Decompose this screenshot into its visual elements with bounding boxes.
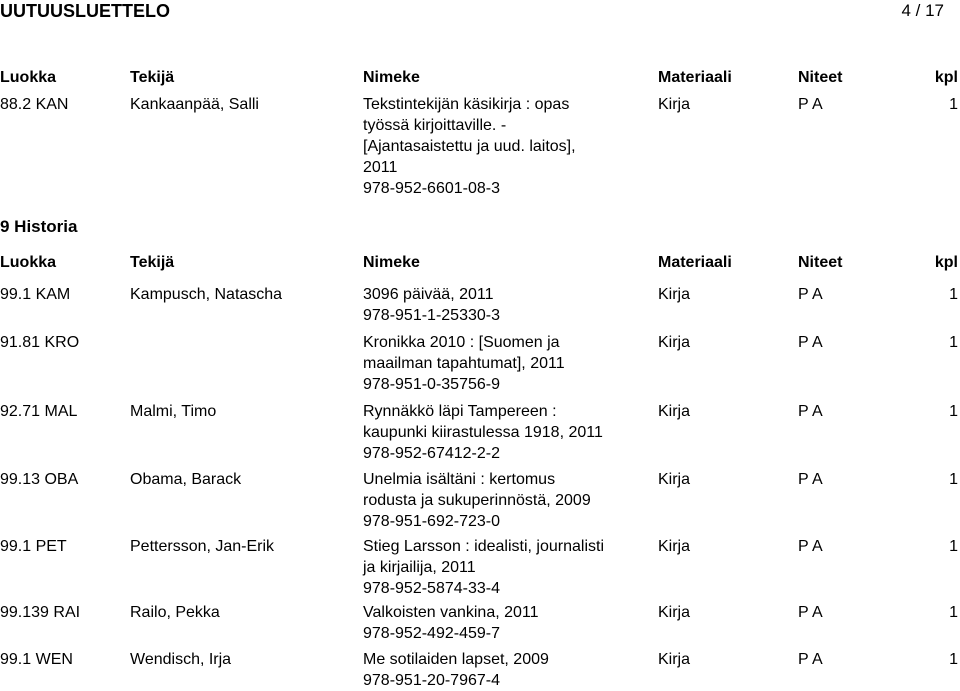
col-kpl: kpl (934, 254, 958, 271)
col-nimeke: Nimeke (363, 254, 420, 271)
cell-niteet: P A (798, 471, 823, 488)
cell-materiaali: Kirja (658, 651, 691, 668)
cell-tekija: Kankaanpää, Salli (130, 96, 259, 113)
cell-luokka: 99.13 OBA (0, 471, 79, 488)
title-line: työssä kirjoittaville. - (363, 117, 507, 134)
col-niteet: Niteet (798, 69, 843, 86)
title-line: Valkoisten vankina, 2011 (363, 604, 539, 621)
column-header-row (0, 67, 960, 88)
cell-tekija: Kampusch, Natascha (130, 286, 283, 303)
page-number: 4 / 17 (901, 1, 944, 20)
table-row (0, 536, 960, 597)
cell-kpl: 1 (949, 651, 958, 668)
cell-kpl: 1 (949, 538, 958, 555)
cell-nimeke (363, 536, 653, 599)
table-row (0, 332, 960, 393)
cell-niteet: P A (798, 334, 823, 351)
cell-materiaali: Kirja (658, 286, 691, 303)
cell-niteet: P A (798, 651, 823, 668)
title-line: 3096 päivää, 2011 (363, 286, 494, 303)
cell-materiaali: Kirja (658, 471, 691, 488)
cell-niteet: P A (798, 604, 823, 621)
cell-tekija: Railo, Pekka (130, 604, 220, 621)
col-materiaali: Materiaali (658, 69, 732, 86)
col-tekija: Tekijä (130, 254, 175, 271)
title-line: Rynnäkkö läpi Tampereen : (363, 403, 557, 420)
col-niteet: Niteet (798, 254, 843, 271)
cell-luokka: 99.1 KAM (0, 286, 71, 303)
cell-tekija: Pettersson, Jan-Erik (130, 538, 275, 555)
cell-kpl: 1 (949, 403, 958, 420)
cell-kpl: 1 (949, 604, 958, 621)
title-line: Me sotilaiden lapset, 2009 (363, 651, 549, 668)
cell-nimeke (363, 332, 653, 395)
cell-niteet: P A (798, 538, 823, 555)
cell-luokka: 92.71 MAL (0, 403, 78, 420)
table-row (0, 602, 960, 642)
title-line: 978-952-5874-33-4 (363, 580, 500, 597)
cell-materiaali: Kirja (658, 403, 691, 420)
table-row (0, 284, 960, 324)
title-line: Unelmia isältäni : kertomus (363, 471, 556, 488)
title-line: 978-951-692-723-0 (363, 513, 500, 530)
cell-nimeke (363, 469, 653, 532)
cell-niteet: P A (798, 403, 823, 420)
cell-luokka: 91.81 KRO (0, 334, 80, 351)
cell-kpl: 1 (949, 334, 958, 351)
col-luokka: Luokka (0, 69, 57, 86)
cell-kpl: 1 (949, 471, 958, 488)
cell-niteet: P A (798, 96, 823, 113)
cell-luokka: 99.1 WEN (0, 651, 73, 668)
title-line: 978-951-20-7967-4 (363, 672, 500, 689)
table-row (0, 469, 960, 530)
cell-tekija: Wendisch, Irja (130, 651, 232, 668)
cell-nimeke (363, 401, 653, 464)
section-title: 9 Historia (0, 217, 78, 236)
column-header-row (0, 252, 960, 273)
cell-materiaali: Kirja (658, 334, 691, 351)
col-luokka: Luokka (0, 254, 57, 271)
title-line: [Ajantasaistettu ja uud. laitos], (363, 138, 576, 155)
cell-luokka: 99.1 PET (0, 538, 67, 555)
cell-luokka: 88.2 KAN (0, 96, 69, 113)
title-line: maailman tapahtumat], 2011 (363, 355, 565, 372)
col-nimeke: Nimeke (363, 69, 420, 86)
cell-materiaali: Kirja (658, 604, 691, 621)
cell-nimeke (363, 649, 653, 691)
title-line: Kronikka 2010 : [Suomen ja (363, 334, 560, 351)
title-line: Stieg Larsson : idealisti, journalisti (363, 538, 605, 555)
cell-tekija: Malmi, Timo (130, 403, 217, 420)
title-line: rodusta ja sukuperinnöstä, 2009 (363, 492, 591, 509)
title-line: ja kirjailija, 2011 (363, 559, 476, 576)
col-materiaali: Materiaali (658, 254, 732, 271)
cell-kpl: 1 (949, 286, 958, 303)
table-row (0, 94, 960, 197)
title-line: 978-951-0-35756-9 (363, 376, 500, 393)
cell-materiaali: Kirja (658, 96, 691, 113)
title-line: 978-952-6601-08-3 (363, 180, 500, 197)
table-row (0, 649, 960, 689)
col-tekija: Tekijä (130, 69, 175, 86)
cell-materiaali: Kirja (658, 538, 691, 555)
title-line: kaupunki kiirastulessa 1918, 2011 (363, 424, 603, 441)
cell-luokka: 99.139 RAI (0, 604, 81, 621)
cell-tekija: Obama, Barack (130, 471, 242, 488)
title-line: 978-952-492-459-7 (363, 625, 500, 642)
cell-kpl: 1 (949, 96, 958, 113)
cell-nimeke (363, 94, 653, 199)
col-kpl: kpl (934, 69, 958, 86)
cell-nimeke (363, 284, 653, 326)
title-line: 978-951-1-25330-3 (363, 307, 500, 324)
cell-nimeke (363, 602, 653, 644)
title-line: 978-952-67412-2-2 (363, 445, 500, 462)
cell-niteet: P A (798, 286, 823, 303)
document-title: UUTUUSLUETTELO (0, 1, 170, 21)
title-line: Tekstintekijän käsikirja : opas (363, 96, 570, 113)
title-line: 2011 (363, 159, 398, 176)
table-row (0, 401, 960, 462)
